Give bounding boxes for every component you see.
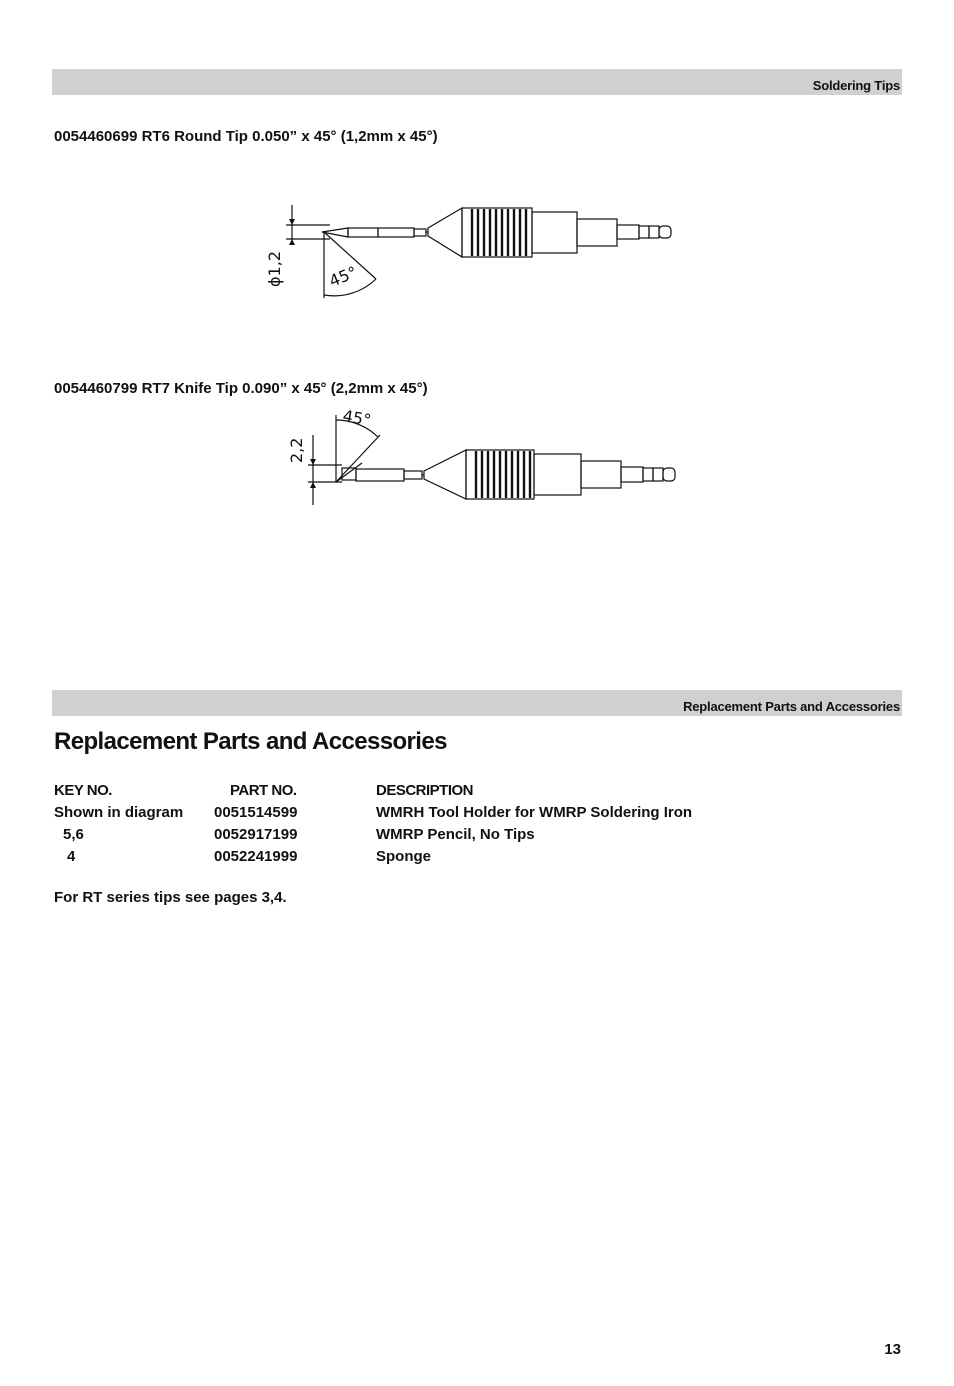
rt6-angle-label: 45° xyxy=(326,262,360,291)
table-row xyxy=(54,824,754,846)
table-row xyxy=(54,846,754,868)
table-header-row xyxy=(54,780,754,802)
tip-caption-rt6: 0054460699 RT6 Round Tip 0.050” x 45° (1,2mm x 45°) xyxy=(54,128,438,145)
tip-caption-rt7: 0054460799 RT7 Knife Tip 0.090” x 45° (2,2mm x 45°) xyxy=(54,380,428,397)
cell-description: WMRH Tool Holder for WMRP Soldering Iron xyxy=(376,804,693,821)
cell-part-no: 0051514599 xyxy=(214,804,298,821)
section-header-replacement-parts xyxy=(52,690,902,716)
reference-note: For RT series tips see pages 3,4. xyxy=(54,889,287,906)
column-header-description: DESCRIPTION xyxy=(376,782,474,799)
column-header-key-no: KEY NO. xyxy=(54,782,112,799)
cell-description: WMRP Pencil, No Tips xyxy=(376,826,535,843)
column-header-part-no: PART NO. xyxy=(230,782,297,799)
cell-part-no: 0052241999 xyxy=(214,848,298,865)
parts-table xyxy=(54,780,754,868)
rt7-tip-diagram xyxy=(280,405,690,510)
table-row xyxy=(54,802,754,824)
page-number: 13 xyxy=(884,1341,901,1358)
cell-description: Sponge xyxy=(376,848,431,865)
rt7-dimension-label: 2,2 xyxy=(287,437,306,463)
cell-part-no: 0052917199 xyxy=(214,826,298,843)
rt7-angle-label: 45° xyxy=(341,406,373,430)
cell-key-no: 4 xyxy=(67,848,76,865)
section-header-soldering-tips xyxy=(52,69,902,95)
page-title: Replacement Parts and Accessories xyxy=(54,728,447,755)
cell-key-no: 5,6 xyxy=(63,826,84,843)
rt6-tip-diagram xyxy=(260,195,680,305)
section-header-label: Replacement Parts and Accessories xyxy=(683,699,900,714)
section-header-label: Soldering Tips xyxy=(812,78,900,93)
rt6-dimension-label: ϕ1,2 xyxy=(265,251,284,287)
cell-key-no: Shown in diagram xyxy=(54,804,184,821)
